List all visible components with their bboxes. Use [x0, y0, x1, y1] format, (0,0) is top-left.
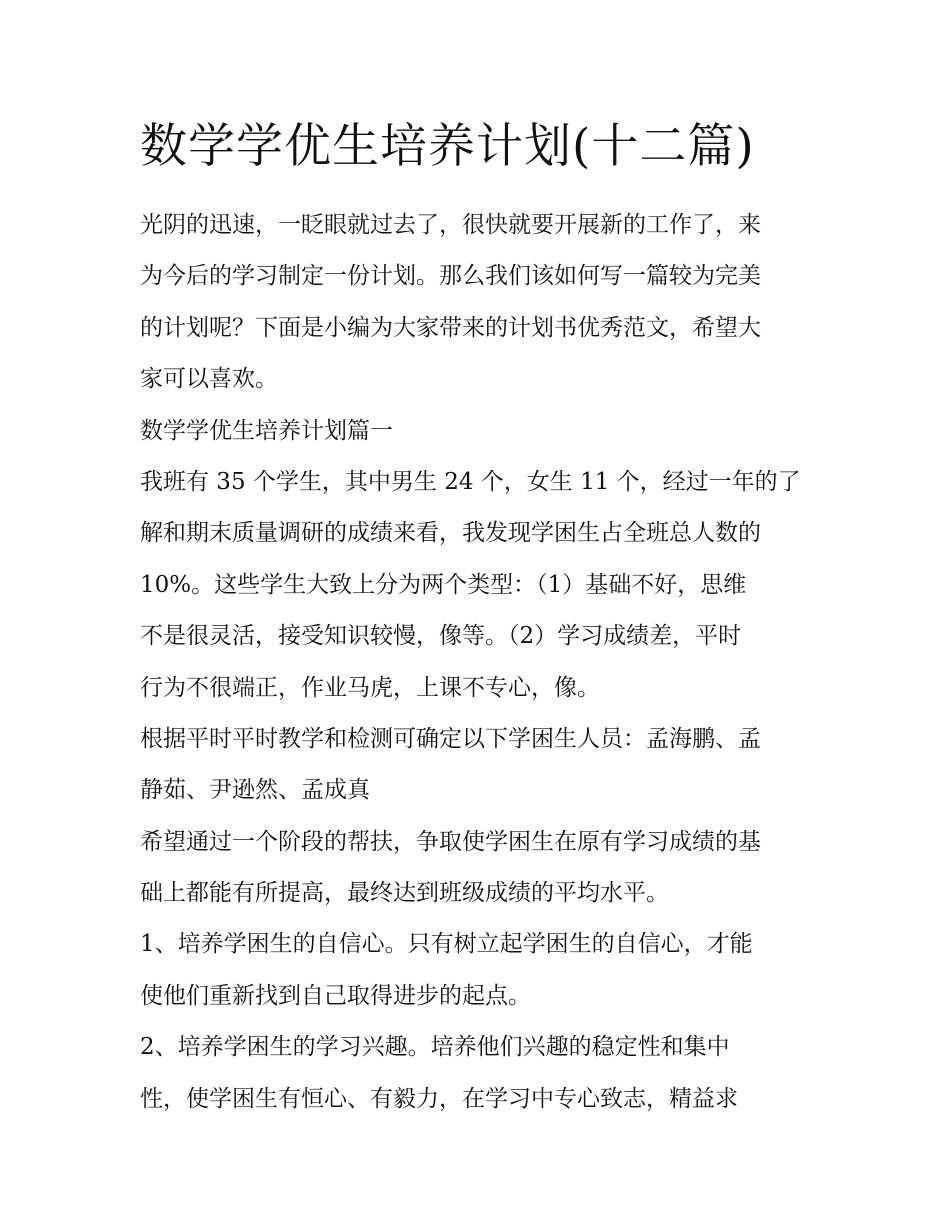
text-line: 我班有 35 个学生，其中男生 24 个，女生 11 个，经过一年的了	[140, 468, 801, 495]
text-line: 为今后的学习制定一份计划。那么我们该如何写一篇较为完美	[140, 263, 761, 290]
text-line: 础上都能有所提高，最终达到班级成绩的平均水平。	[140, 880, 669, 907]
document-body	[140, 200, 820, 1125]
text-line: 1、培养学困生的自信心。只有树立起学困生的自信心，才能	[140, 931, 753, 958]
text-line: 希望通过一个阶段的帮扶，争取使学困生在原有学习成绩的基	[140, 828, 761, 855]
text-line: 行为不很端正，作业马虎，上课不专心，像。	[140, 674, 600, 701]
text-line: 根据平时平时教学和检测可确定以下学困生人员：孟海鹏、孟	[140, 725, 761, 752]
text-line: 性，使学困生有恒心、有毅力，在学习中专心致志，精益求	[140, 1085, 738, 1112]
text-line: 不是很灵活，接受知识较慢，像等。（2）学习成绩差，平时	[140, 623, 742, 650]
text-line: 2、培养学困生的学习兴趣。培养他们兴趣的稳定性和集中	[140, 1034, 730, 1061]
text-line: 的计划呢？下面是小编为大家带来的计划书优秀范文，希望大	[140, 314, 761, 341]
text-line: 静茹、尹逊然、孟成真	[140, 777, 370, 804]
document-title: 数学学优生培养计划(十二篇)	[140, 119, 755, 174]
text-line: 解和期末质量调研的成绩来看，我发现学困生占全班总人数的	[140, 520, 761, 547]
text-line: 光阴的迅速，一眨眼就过去了，很快就要开展新的工作了，来	[140, 212, 761, 238]
text-line: 家可以喜欢。	[140, 366, 278, 393]
text-line: 10%。这些学生大致上分为两个类型：（1）基础不好，思维	[140, 571, 747, 598]
text-line: 使他们重新找到自己取得进步的起点。	[140, 982, 531, 1009]
section-heading: 数学学优生培养计划篇一	[140, 417, 393, 444]
